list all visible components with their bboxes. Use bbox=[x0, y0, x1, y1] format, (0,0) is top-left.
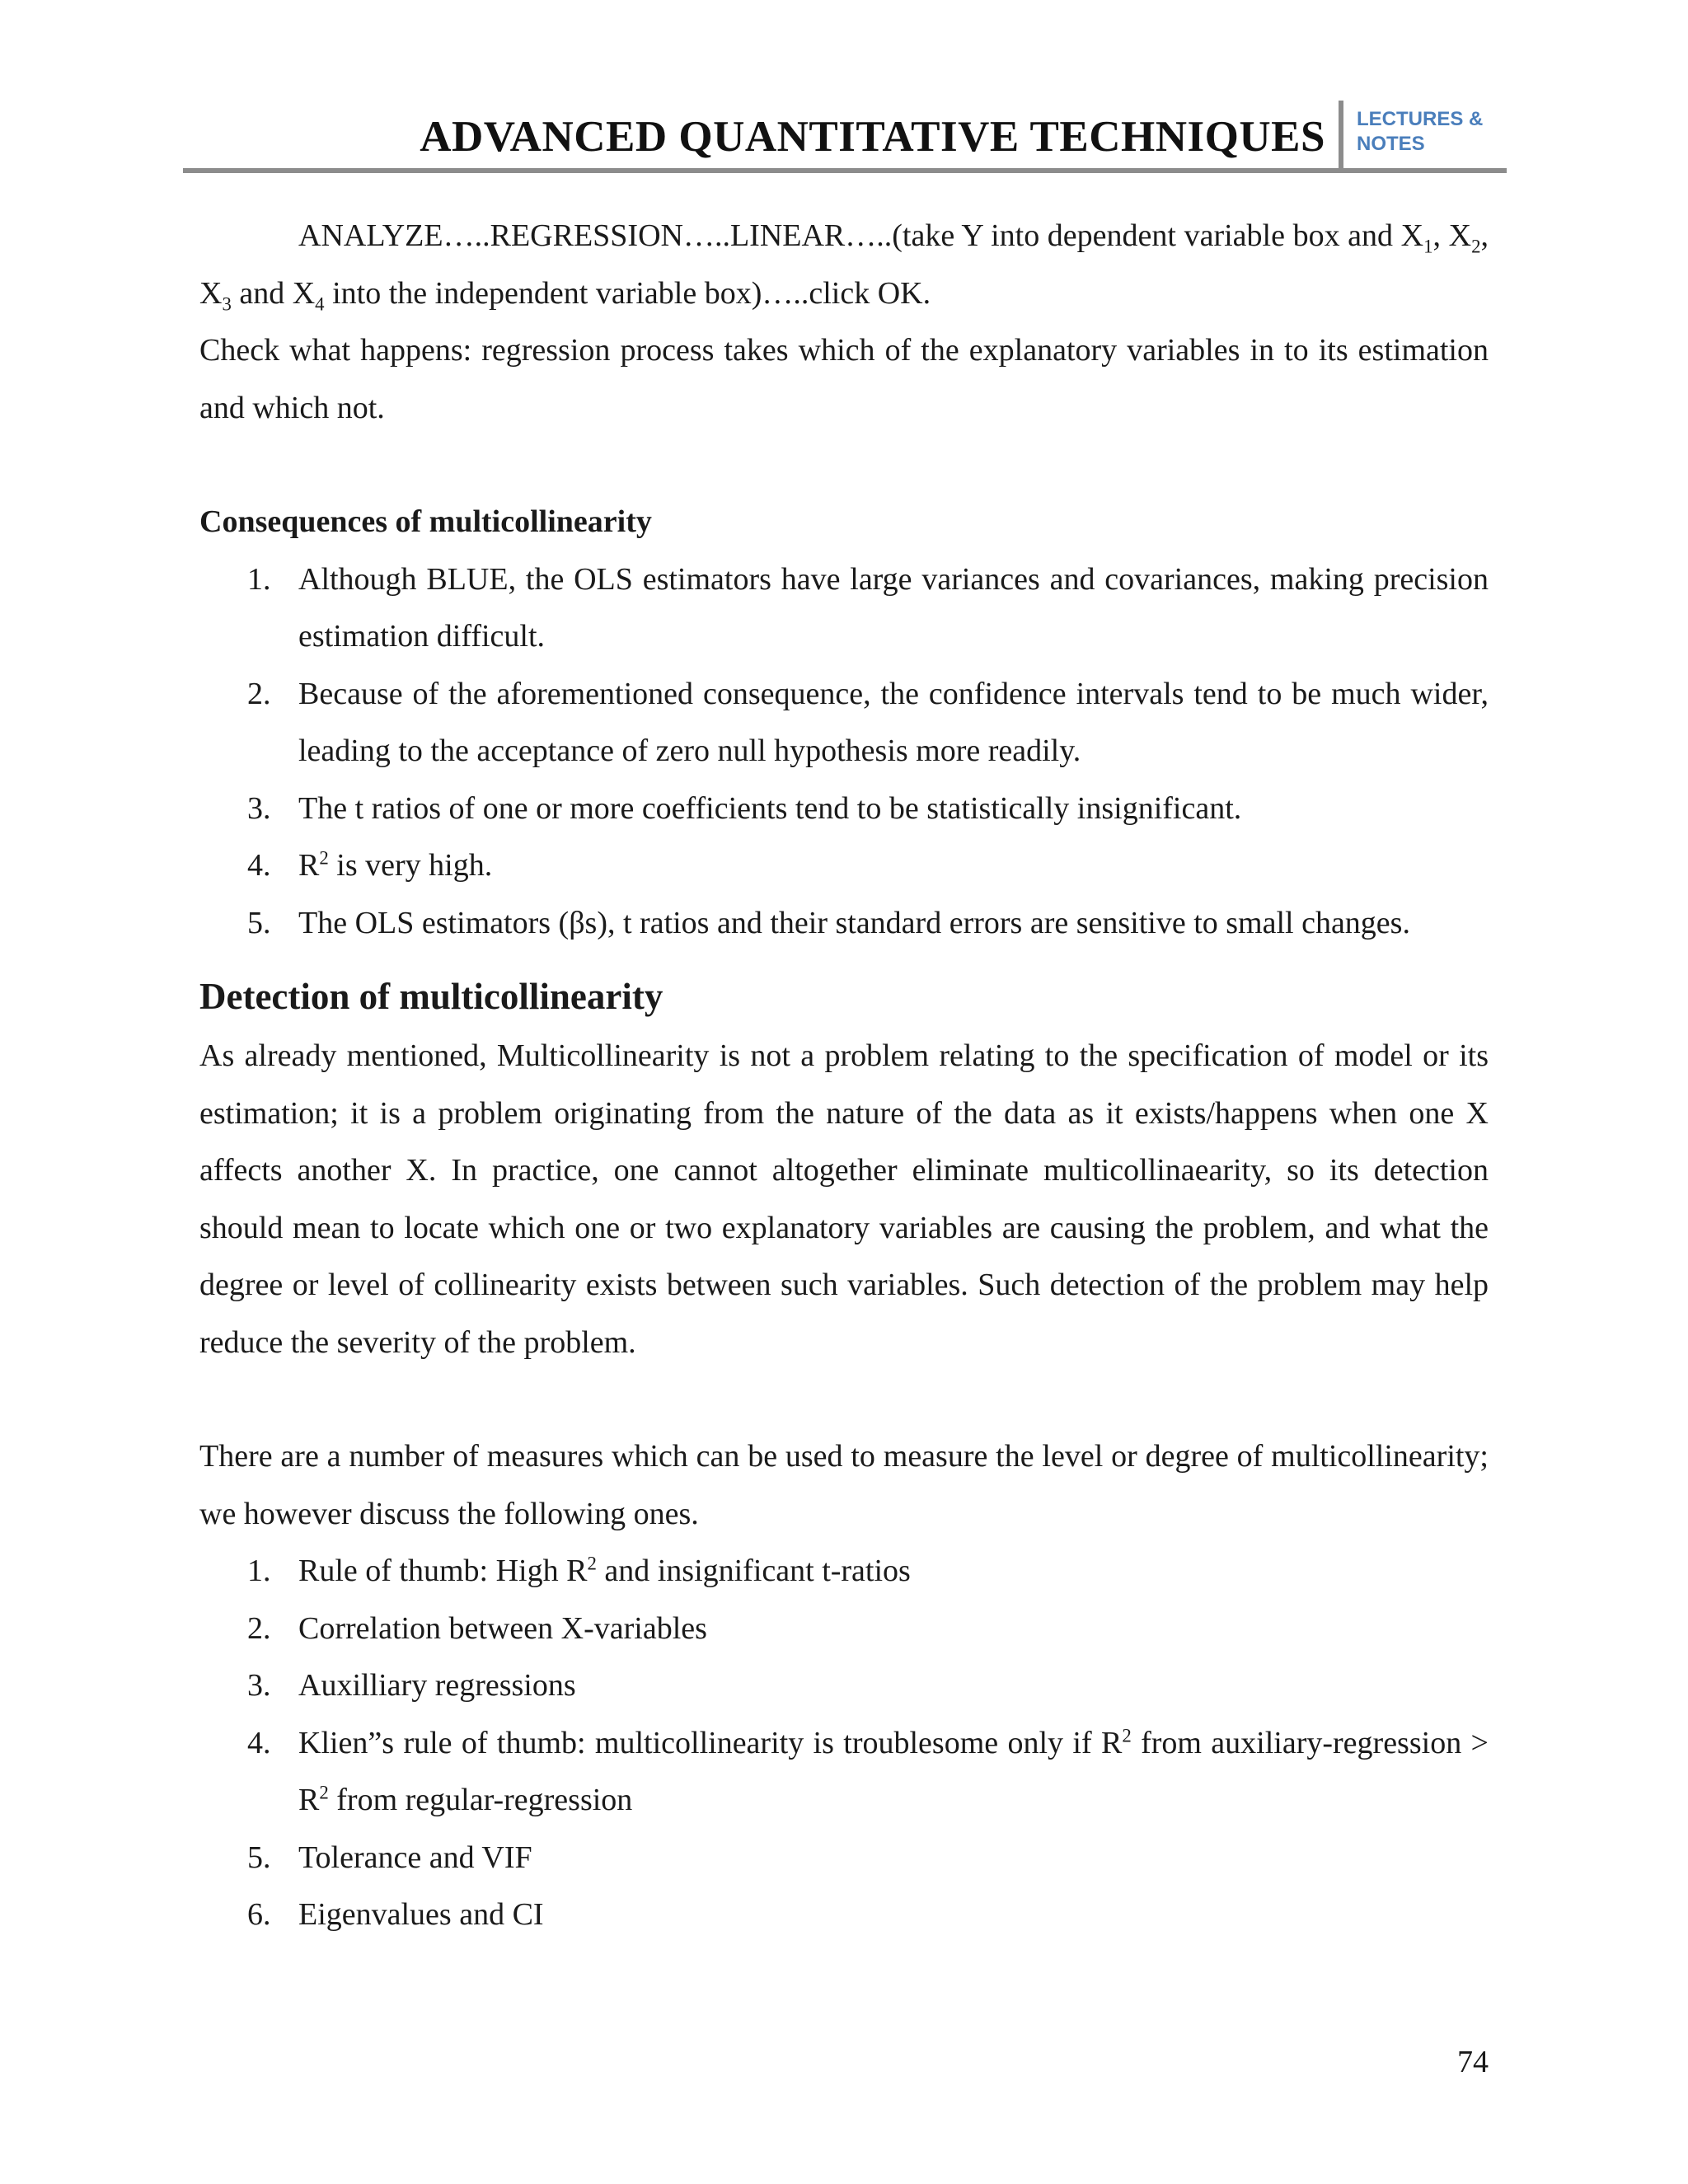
r2-superscript: 2 bbox=[319, 847, 329, 869]
list-item-text: Because of the aforementioned consequence, the confidence intervals tend to be much wider, leading to the acceptance of zero null hypothesis more readily. bbox=[298, 676, 1489, 768]
list-item-text: from regular-regression bbox=[328, 1783, 633, 1817]
list-item-text: The OLS estimators (βs), t ratios and their standard errors are sensitive to small changes. bbox=[298, 905, 1410, 940]
list-number: 1. bbox=[247, 1554, 271, 1588]
intro-sep3: and X bbox=[231, 275, 316, 311]
list-item bbox=[199, 1830, 1489, 1887]
detection-paragraph-2: There are a number of measures which can be used to measure the level or degree of multicollinearity; we however discuss the following ones. bbox=[199, 1439, 1489, 1531]
detection-heading: Detection of multicollinearity bbox=[199, 976, 663, 1017]
r2-superscript: 2 bbox=[587, 1553, 597, 1574]
intro-check-paragraph: Check what happens: regression process takes which of the explanatory variables in to its estimation and which not. bbox=[199, 333, 1489, 425]
detection-paragraph-1: As already mentioned, Multicollinearity is not a problem relating to the specification of model or its estimation; it is a problem originating from the nature of the data as it exists/happens when one X affects another X. In practice, one cannot altogether eliminate multicollinaearity, so its detection should mean to locate which one or two explanatory variables are causing the problem, and what the degree or level of collinearity exists between such variables. Such detection of the problem may help reduce the severity of the problem. bbox=[199, 1038, 1489, 1360]
list-number: 2. bbox=[247, 1610, 271, 1646]
detection-measures-list bbox=[199, 1543, 1489, 1944]
list-item-text: Klien”s rule of thumb: multicollinearity is troublesome only if R bbox=[298, 1725, 1123, 1760]
list-item bbox=[199, 895, 1489, 953]
list-number: 3. bbox=[247, 790, 271, 826]
x3-subscript: 3 bbox=[222, 293, 232, 315]
list-item bbox=[199, 837, 1489, 895]
page-content bbox=[199, 208, 1489, 1944]
list-item-text: Eigenvalues and CI bbox=[298, 1897, 544, 1932]
r2-superscript: 2 bbox=[319, 1782, 329, 1803]
list-number: 5. bbox=[247, 1840, 271, 1875]
list-item bbox=[199, 1715, 1489, 1830]
consequences-heading: Consequences of multicollinearity bbox=[199, 504, 652, 539]
list-item-text: Correlation between X-variables bbox=[298, 1610, 707, 1646]
intro-sep1: , X bbox=[1432, 218, 1472, 253]
header-title: ADVANCED QUANTITATIVE TECHNIQUES bbox=[420, 113, 1325, 161]
spacer bbox=[199, 437, 1489, 494]
list-number: 2. bbox=[247, 676, 271, 711]
x4-subscript: 4 bbox=[315, 293, 325, 315]
r2-superscript: 2 bbox=[1122, 1724, 1132, 1746]
list-number: 4. bbox=[247, 848, 271, 883]
header-divider bbox=[1339, 101, 1343, 171]
list-item-text: Although BLUE, the OLS estimators have large variances and covariances, making precision estimation difficult. bbox=[298, 561, 1489, 654]
list-item bbox=[199, 666, 1489, 780]
list-item bbox=[199, 1886, 1489, 1944]
list-item-text: Tolerance and VIF bbox=[298, 1840, 532, 1875]
list-number: 4. bbox=[247, 1725, 271, 1760]
page-header bbox=[183, 97, 1507, 175]
x1-subscript: 1 bbox=[1423, 236, 1433, 257]
x2-subscript: 2 bbox=[1471, 236, 1481, 257]
list-item bbox=[199, 1657, 1489, 1715]
list-item-text: and insignificant t-ratios bbox=[596, 1554, 911, 1588]
intro-sep2: , X bbox=[199, 218, 1489, 311]
consequences-list bbox=[199, 551, 1489, 953]
list-item-text: Auxilliary regressions bbox=[298, 1668, 576, 1703]
header-rule bbox=[183, 168, 1507, 173]
list-number: 3. bbox=[247, 1668, 271, 1703]
list-item bbox=[199, 551, 1489, 666]
intro-command-paragraph bbox=[199, 208, 1489, 322]
list-number: 6. bbox=[247, 1897, 271, 1932]
page-number: 74 bbox=[1457, 2045, 1489, 2079]
list-number: 5. bbox=[247, 905, 271, 940]
list-item-text: is very high. bbox=[328, 848, 493, 883]
list-item-text: Rule of thumb: High R bbox=[298, 1554, 588, 1588]
list-item bbox=[199, 780, 1489, 838]
intro-command-end: into the independent variable box)…..click OK. bbox=[324, 275, 931, 311]
list-item bbox=[199, 1543, 1489, 1601]
list-item-text: The t ratios of one or more coefficients tend to be statistically insignificant. bbox=[298, 790, 1242, 826]
list-item-text: from auxiliary-regression > R bbox=[298, 1725, 1489, 1817]
list-number: 1. bbox=[247, 561, 271, 597]
intro-command-text: ANALYZE…..REGRESSION…..LINEAR…..(take Y into dependent variable box and X bbox=[298, 218, 1424, 253]
spacer bbox=[199, 1371, 1489, 1428]
list-item bbox=[199, 1601, 1489, 1658]
list-item-text: R bbox=[298, 848, 320, 883]
header-tag: LECTURES & NOTES bbox=[1357, 108, 1484, 155]
